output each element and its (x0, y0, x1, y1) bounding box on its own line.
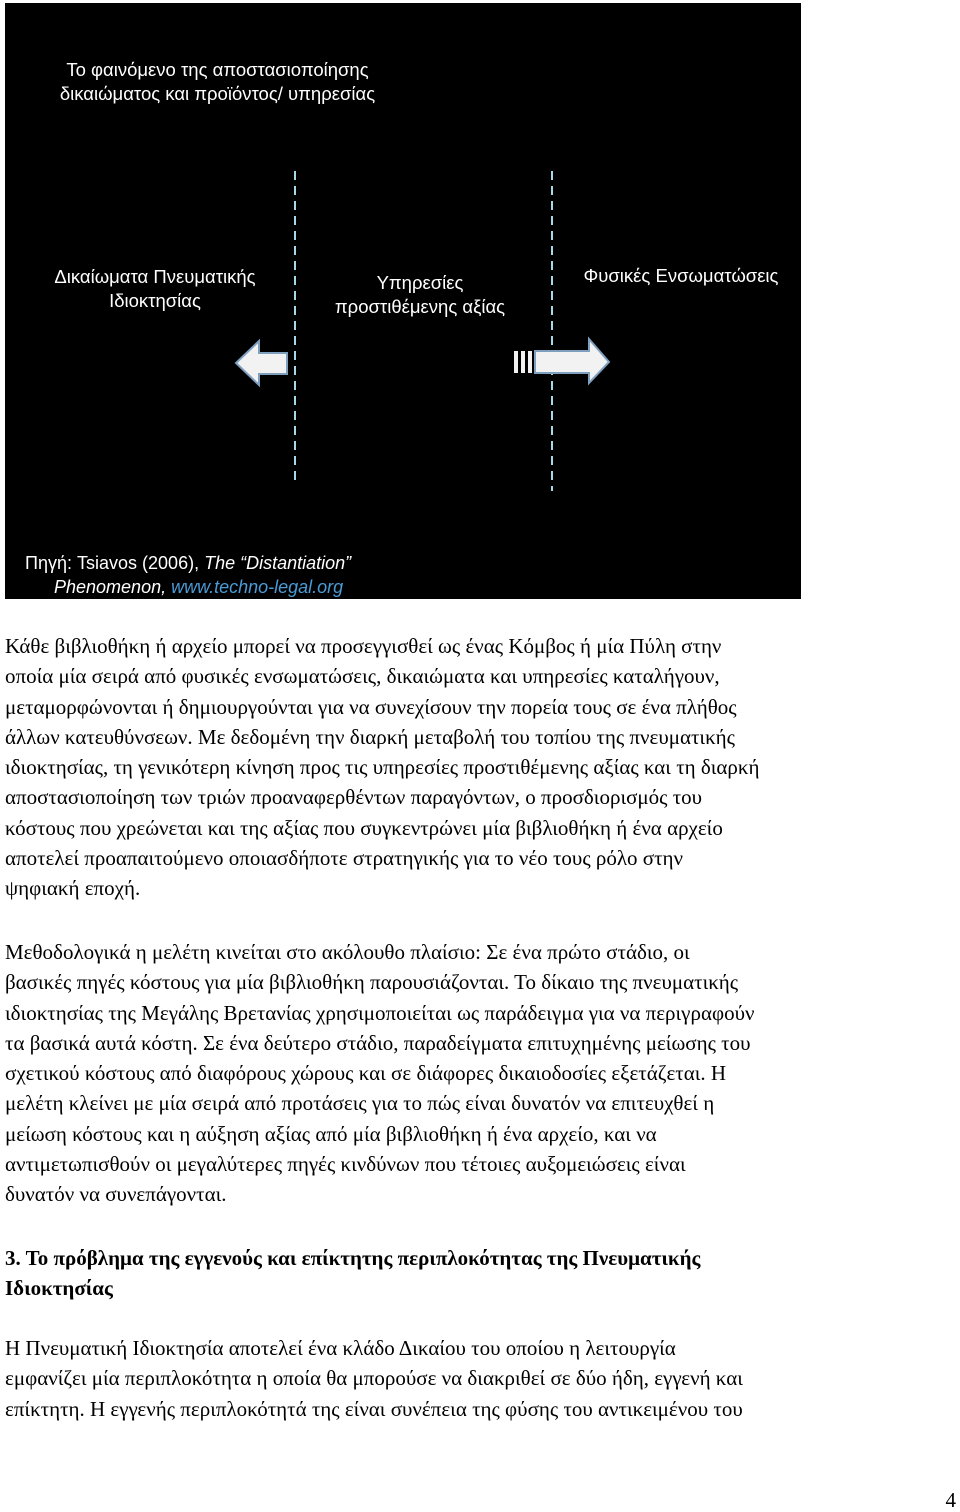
label-line: προστιθέμενης αξίας (334, 296, 506, 317)
text-line: ψηφιακή εποχή. (5, 876, 141, 901)
figure-title-line: Το φαινόμενο της αποστασιοποίησης (66, 59, 369, 80)
left-arrow-icon (236, 341, 287, 385)
text-line: αποστασιοποίηση των τριών προαναφερθέντων παραγόντων, ο προσδιορισμός του (5, 785, 703, 810)
text-line: Κάθε βιβλιοθήκη ή αρχείο μπορεί να προσεγγισθεί ως ένας Κόμβος ή μία Πύλη στην (5, 634, 722, 658)
text-line: αντιμετωπισθούν οι μεγαλύτερες πηγές κινδύνων που τέτοιες αυξομειώσεις είναι (5, 1152, 686, 1177)
section-heading (5, 1243, 960, 1304)
caption-title-cont: Phenomenon, (54, 577, 172, 597)
label-line: Υπηρεσίες (376, 272, 464, 293)
paragraph-1 (5, 631, 960, 904)
text-line: Μεθοδολογικά η μελέτη κινείται στο ακόλουθο πλαίσιο: Σε ένα πρώτο στάδιο, οι (5, 940, 690, 964)
text-line: σχετικού κόστους από διαφόρους χώρους και σε διάφορες δικαιοδοσίες εξετάζεται. Η (5, 1061, 727, 1086)
text-line: μελέτη κλείνει με μία σειρά από προτάσεις για το πώς είναι δυνατόν να επιτευχθεί η (5, 1091, 715, 1116)
text-line: εμφανίζει μία περιπλοκότητα η οποία θα μπορούσε να διακριθεί σε δύο ήδη, εγγενή και (5, 1366, 743, 1391)
label-physical-embodiments (565, 264, 797, 288)
label-intellectual-property (35, 265, 275, 313)
text-line: βασικές πηγές κόστους για μία βιβλιοθήκη παρουσιάζονται. Το δίκαιο της πνευματικής (5, 970, 739, 995)
label-line: Δικαίωματα Πνευματικής (54, 266, 256, 287)
label-line: Φυσικές Ενσωματώσεις (583, 265, 779, 286)
text-line: επίκτητη. Η εγγενής περιπλοκότητά της είναι συνέπεια της φύσης του αντικειμένου του (5, 1396, 743, 1421)
caption-title: The “Distantiation” (204, 553, 352, 573)
source-link[interactable]: www.techno-legal.org (171, 577, 344, 597)
heading-line: Ιδιοκτησίας (5, 1276, 113, 1301)
text-line: Η Πνευματική Ιδιοκτησία αποτελεί ένα κλάδο Δικαίου του οποίου η λειτουργία (5, 1336, 676, 1360)
striped-right-arrow-icon (514, 339, 609, 383)
label-value-added-services (305, 271, 535, 319)
paragraph-2 (5, 937, 960, 1210)
text-line: άλλων κατευθύνσεων. Με δεδομένη την διαρκή μεταβολή του τοπίου της πνευματικής (5, 724, 735, 749)
text-line: ιδιοκτησίας, τη γενικότερη κίνηση προς τις υπηρεσίες προστιθέμενης αξίας και τη διαρκή (5, 755, 760, 780)
paragraph-3 (5, 1333, 960, 1424)
text-line: τα βασικά αυτά κόστη. Σε ένα δεύτερο στάδιο, παραδείγματα επιτυχημένης μείωσης του (5, 1030, 751, 1055)
text-line: αποτελεί προαπαιτούμενο οποιασδήποτε στρατηγικής για το νέο τους ρόλο στην (5, 846, 684, 871)
text-line: ιδιοκτησίας της Μεγάλης Βρετανίας χρησιμοποιείται ως παράδειγμα για να περιγραφούν (5, 1000, 755, 1025)
text-line: μείωση κόστους και η αύξηση αξίας από μία βιβλιοθήκη ή ένα αρχείο, και να (5, 1121, 657, 1146)
figure-title (45, 58, 390, 106)
page-number: 4 (945, 1488, 956, 1512)
text-line: μεταμορφώνονται ή δημιουργούνται για να συνεχίσουν την πορεία τους σε ένα πλήθος (5, 694, 737, 719)
distantiation-figure (5, 3, 801, 599)
caption-prefix: Πηγή: Tsiavos (2006), (25, 553, 205, 573)
text-line: κόστους που χρεώνεται και της αξίας που συγκεντρώνει μία βιβλιοθήκη ή ένα αρχείο (5, 815, 723, 840)
text-line: δυνατόν να συνεπάγονται. (5, 1182, 227, 1207)
heading-line: 3. Το πρόβλημα της εγγενούς και επίκτητης περιπλοκότητας της Πνευματικής (5, 1246, 701, 1270)
figure-caption (25, 551, 351, 599)
caption-line-2 (25, 575, 351, 599)
text-line: οποία μία σειρά από φυσικές ενσωματώσεις, δικαιώματα και υπηρεσίες καταλήγουν, (5, 664, 720, 689)
label-line: Ιδιοκτησίας (109, 290, 201, 311)
figure-title-line: δικαιώματος και προϊόντος/ υπηρεσίας (59, 83, 376, 104)
